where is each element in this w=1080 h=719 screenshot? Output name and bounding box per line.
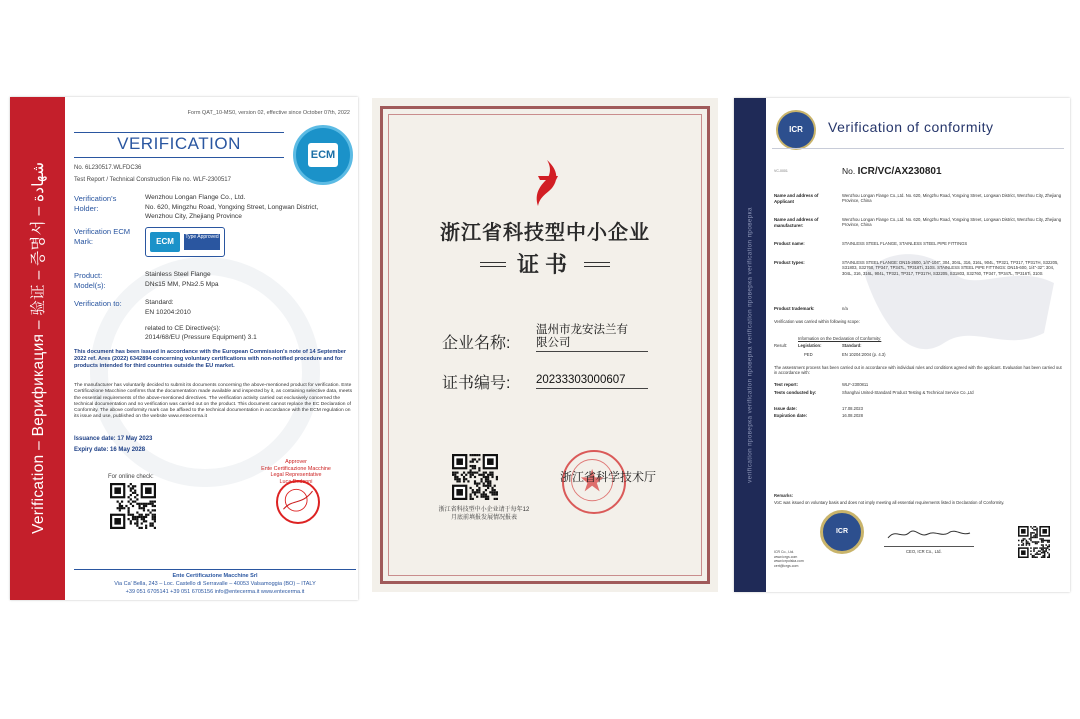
signature-rule	[884, 546, 974, 547]
model-value: DN≤15 MM, PN≥2.5 Mpa	[145, 281, 219, 288]
holder-address: No. 620, Mingzhu Road, Yongxing Street, Longwan District, Wenzhou City, Zhejiang Province	[145, 204, 319, 220]
issue-date-value: 17.08.2023	[842, 406, 863, 411]
certificate-title: Verification of conformity	[828, 119, 994, 135]
vc-number	[842, 166, 942, 177]
vc-number-prefix: No.	[842, 166, 856, 176]
standard-value: EN 10204:2010	[145, 309, 191, 316]
certificate-title: VERIFICATION	[117, 134, 241, 153]
expiration-date-value: 16.08.2028	[842, 413, 863, 418]
result-label: Result:	[774, 343, 788, 348]
manufacturer-label: Name and address of manufacturer:	[774, 217, 819, 228]
scope-line: Verification was carried within following scope:	[774, 319, 860, 324]
expiration-date-label: Expiration date:	[774, 413, 808, 418]
applicant-label: Name and address of Applicant	[774, 193, 819, 204]
mark-type-text: Type Approved	[184, 234, 220, 250]
issuance-date: Issuance date: 17 May 2023	[74, 436, 153, 442]
legal-note-body: The manufacturer has voluntarily decided to submit its documents concerning the above-mentioned product for verification. Ente Certificazione Macchine confirms that the documentation made available and inspected by it, as containing selective data, meets the essential requirements of the above-mentioned directives. The verification activity carried out exclusively concerned the technical documentation and no verification was carried out on the product. This document cannot replace the EC Declaration of Conformity. The above conformity mark can be affixed to the technical documentation in accordance with the ECM regulation on its issue and use, published on the website www.entecerma.it	[74, 383, 353, 420]
company-name-line1: 温州市龙安法兰有	[536, 324, 628, 336]
product-name-value: STAINLESS STEEL FLANGE, STAINLESS STEEL PIPE FITTINGS	[842, 241, 968, 246]
product-types-value: STAINLESS STEEL FLANGE: DN15-2600, 1/4"-104": 304, 304L, 316, 316L, 904L, TP321, TP317, TP317H, S32205, S31803, S32760, TP347, TP347L, TP316Ti, 310S. STAINLESS STEEL PIPE FITTINGS: DN15-600, 1/4"-32": 304, 304L, 316, 316L, 904L, TP321, TP317, TP317H, S32205, S31803, S32760, TP347, TP347L, TP316Ti, 310S	[842, 260, 1059, 276]
verification-to-label: Verification to:	[74, 299, 122, 308]
holder-name: Wenzhou Longan Flange Co., Ltd.	[145, 194, 246, 201]
assessment-text: The assessment process has been carried out in accordance with individual rules and conditions agreed with the applicant. Evaluation has been carried out in accordance with:	[774, 365, 1062, 376]
related-directive-line: related to CE Directive(s):	[145, 325, 221, 332]
directive-value: 2014/68/EU (Pressure Equipment) 3.1	[145, 334, 257, 341]
side-band-text: Verification – Верификация – 验证 – 증명서 – شهادة	[30, 162, 47, 534]
trademark-label: Product trademark:	[774, 306, 815, 311]
applicant-value: Wenzhou Longan Flange Co.,Ltd. No. 620, Mingzhu Road, Yongxing Street, Longwan District, Wenzhou City, Zhejiang Province, China	[842, 193, 1062, 204]
manufacturer-value: Wenzhou Longan Flange Co.,Ltd. No. 620, Mingzhu Road, Yongxing Street, Longwan District, Wenzhou City, Zhejiang Province, China	[842, 217, 1062, 228]
header-rule	[772, 148, 1064, 149]
qr-code-icon[interactable]	[452, 454, 498, 500]
seal-text: ECM	[308, 143, 338, 167]
certificate-subtitle: 证书	[516, 252, 573, 278]
cert-number: 20233303000607	[536, 374, 626, 386]
side-band-text: verification проверка verification проверка verification проверка verification проверка	[746, 207, 754, 483]
remarks-label: Remarks:	[774, 493, 794, 498]
expiry-date: Expiry date: 16 May 2028	[74, 447, 146, 453]
ecm-verification-certificate	[10, 97, 358, 600]
standard-label: Standard:	[145, 299, 174, 306]
approval-stamp-icon	[276, 480, 320, 524]
signature-icon	[884, 526, 974, 542]
footer-org: Ente Certificazione Macchine Srl	[172, 573, 258, 579]
tests-by-value: Shanghai United-Standard Product Testing & Technical Service Co.,Ltd	[842, 390, 974, 395]
issue-date-label: Issue date:	[774, 406, 797, 411]
test-report-line: Test Report / Technical Construction File no. WLF-2300517	[74, 177, 231, 183]
product-label: Product: Model(s):	[74, 271, 106, 290]
tiny-reference: VC-0001	[774, 169, 788, 173]
mark-ecm-text: ECM	[150, 232, 180, 252]
trademark-value: n/a	[842, 306, 848, 311]
form-line: Form QAT_10-MS0, version 02, effective since October 07th, 2022	[187, 110, 350, 116]
icr-verification-of-conformity	[734, 98, 1070, 592]
test-report-value: WLF-2300811	[842, 382, 869, 387]
issuer-name: 浙江省科学技术厅	[560, 470, 657, 484]
qr-code-icon[interactable]	[1018, 526, 1050, 558]
signer-title: CEO, ICR Co., Ltd.	[906, 549, 942, 554]
icr-logo: ICR	[776, 110, 816, 150]
zhejiang-emblem-icon	[530, 158, 564, 208]
company-name-line2: 限公司	[536, 337, 571, 349]
tests-by-label: Tests conducted by:	[774, 390, 817, 395]
footer-contact: +39 051 6705141 +39 051 6705156 info@entecerma.it www.entecerma.it	[125, 589, 305, 595]
holder-label: Verification's Holder:	[74, 194, 117, 213]
standard-label: Standard:	[842, 343, 862, 348]
vc-number-value: ICR/VC/AX230801	[857, 166, 942, 177]
qr-code-icon[interactable]	[110, 483, 156, 529]
icr-seal: ICR	[820, 510, 864, 554]
qr-caption: 浙江省科技型中小企业请于每年12月底前填报发展情况报表	[438, 507, 530, 521]
footer-contacts: ICR Co., Ltd. www.icrgs.com www.icrpolska.com cert@icrgs.com	[774, 550, 804, 568]
ecm-seal-logo	[293, 125, 353, 185]
document-number: No. 6L230517.WLFDC36	[74, 165, 142, 171]
certificate-title: 浙江省科技型中小企业	[440, 220, 650, 244]
remarks-text: VoC was issued on voluntary basis and does not imply meeting all essential requirements listed in Declaration of Conformity.	[774, 500, 1005, 505]
ecm-mark-badge	[145, 227, 225, 257]
cert-number-label: 证书编号:	[442, 375, 511, 392]
subtitle-rule-right	[584, 262, 610, 267]
online-check-label: For online check:	[108, 474, 154, 480]
footer-address: Via Ca' Bella, 243 – Loc. Castello di Serravalle – 40053 Valsamoggia (BO) – ITALY	[114, 581, 316, 587]
company-label: 企业名称:	[442, 335, 511, 352]
product-types-label: Product types:	[774, 260, 805, 265]
mark-label: Verification ECM Mark:	[74, 227, 131, 246]
company-underline	[536, 351, 648, 352]
legislation-label: Legislation:	[798, 343, 822, 348]
approver-block: Approver Ente Certificazione Macchine Legal Representative Luca Bedonni	[261, 459, 331, 485]
footer-rule	[74, 569, 356, 570]
ped-value: PED	[804, 352, 813, 357]
cert-number-underline	[536, 388, 648, 389]
legal-note-bold: This document has been issued in accordance with the European Commission's note of 14 September 2022 ref. Ares (2022) 6342894 concerning voluntary certifications with non-notified procedure and for products intended for third countries outside the EU market.	[74, 349, 347, 370]
product-name-label: Product name:	[774, 241, 805, 246]
zhejiang-sme-certificate	[372, 98, 718, 592]
product-value: Stainless Steel Flange	[145, 271, 211, 278]
test-report-label: Test report:	[774, 382, 799, 387]
declaration-info: Information on the Declaration of Conformity:	[798, 336, 882, 341]
ped-standard: EN 10204:2004 (p. 4.3)	[842, 352, 886, 357]
